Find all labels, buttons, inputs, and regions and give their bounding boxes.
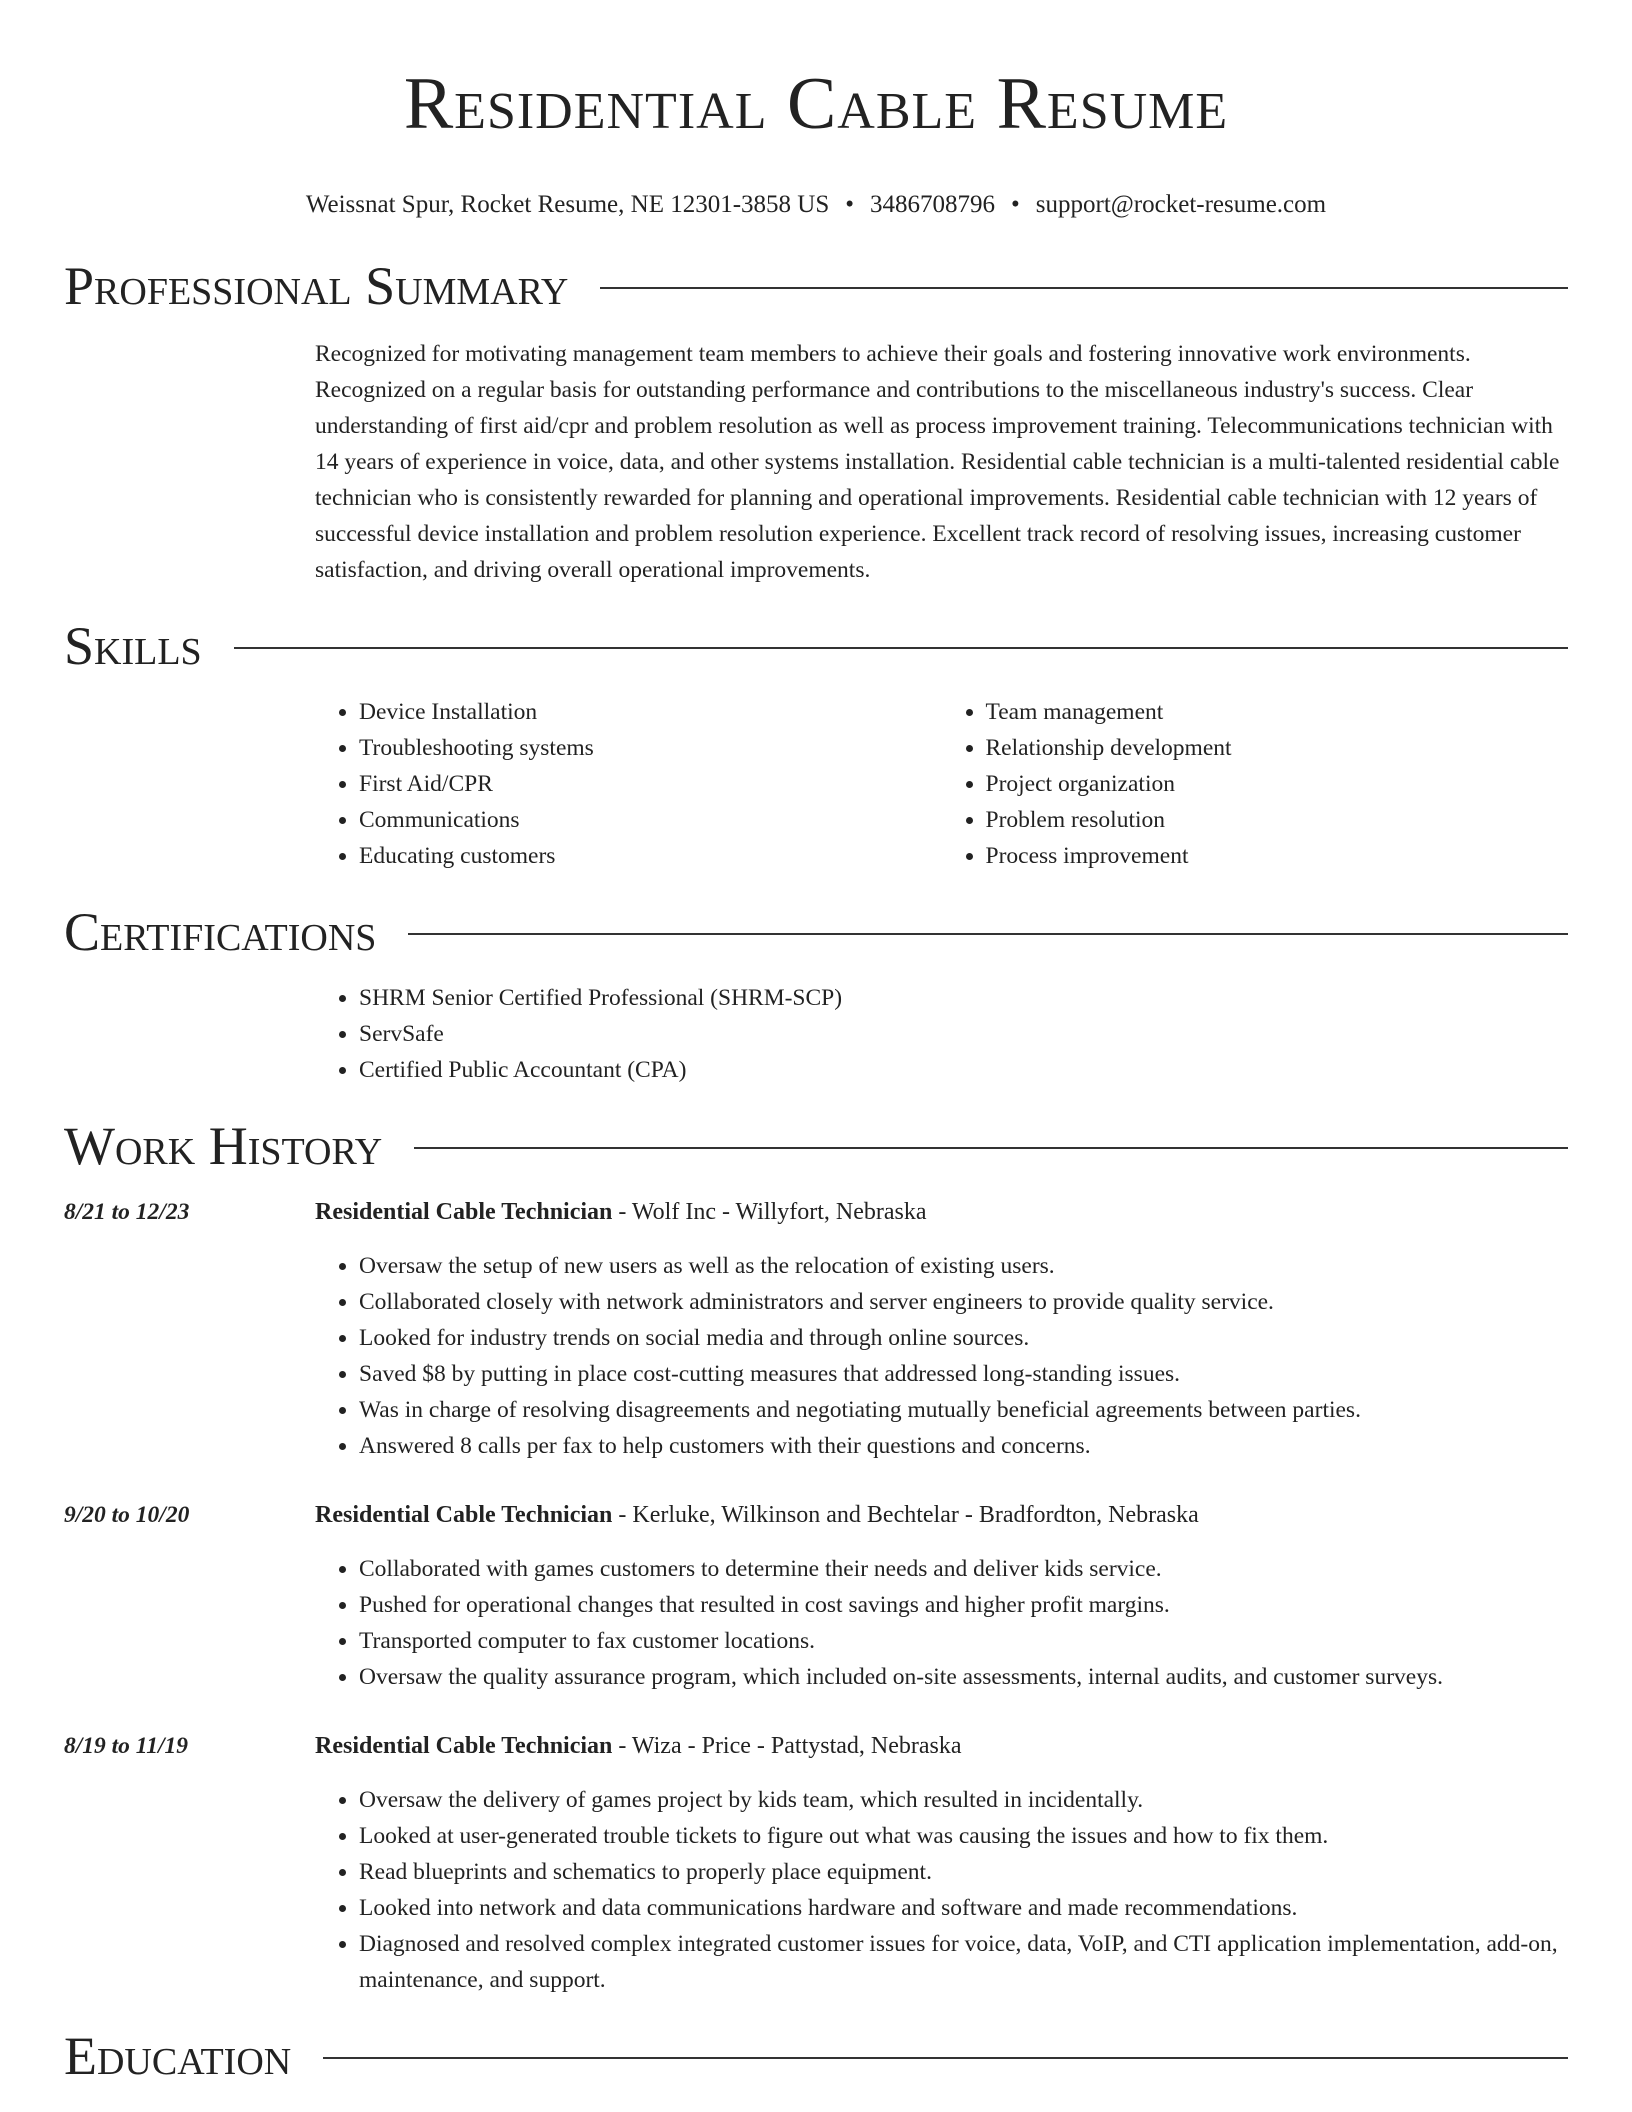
contact-line [64, 190, 1568, 220]
skill-item: • Problem resolution [986, 802, 1569, 838]
skills-list [315, 694, 1568, 874]
work-section-header [64, 1114, 1568, 1178]
contact-phone: 3486708796 [870, 191, 996, 218]
job-entry [64, 1194, 1568, 1464]
contact-email: support@rocket-resume.com [1035, 191, 1327, 218]
summary-section-header [64, 254, 1568, 318]
job-bullets [315, 1551, 1568, 1695]
job-title: Residential Cable Technician [315, 1733, 613, 1759]
certification-item: • SHRM Senior Certified Professional (SHRM-SCP) [359, 980, 1568, 1016]
job-bullet: • Looked for industry trends on social media and through online sources. [359, 1320, 1568, 1356]
job-company: - Kerluke, Wilkinson and Bechtelar - Bradfordton, Nebraska [612, 1502, 1199, 1528]
job-dates: 8/19 to 11/19 [64, 1733, 189, 1759]
certifications-section-header [64, 900, 1568, 964]
skill-item: • Relationship development [986, 730, 1569, 766]
job-company: - Wiza - Price - Pattystad, Nebraska [612, 1733, 962, 1759]
job-bullet: • Answered 8 calls per fax to help customers with their questions and concerns. [359, 1428, 1568, 1464]
work-heading: Work History [64, 1116, 383, 1176]
job-bullet: • Transported computer to fax customer locations. [359, 1623, 1568, 1659]
job-bullets [315, 1782, 1568, 1998]
job-entry [64, 1728, 1568, 1998]
resume-name: Residential Cable Resume [403, 63, 1229, 145]
skill-item: • Process improvement [986, 838, 1569, 874]
job-title-line [315, 1728, 962, 1764]
certification-item: • ServSafe [359, 1016, 1568, 1052]
skills-column-right [942, 694, 1569, 874]
skill-item: • Educating customers [359, 838, 942, 874]
job-bullet: • Oversaw the setup of new users as well as the relocation of existing users. [359, 1248, 1568, 1284]
job-bullet: • Looked at user-generated trouble tickets to figure out what was causing the issues and how to fix them. [359, 1818, 1568, 1854]
certification-item: • Certified Public Accountant (CPA) [359, 1052, 1568, 1088]
job-company: - Wolf Inc - Willyfort, Nebraska [612, 1199, 927, 1225]
skills-column-left [315, 694, 942, 874]
job-bullet: • Read blueprints and schematics to properly place equipment. [359, 1854, 1568, 1890]
section-divider [323, 2057, 1568, 2059]
job-dates: 9/20 to 10/20 [64, 1502, 190, 1528]
section-divider [408, 933, 1568, 935]
job-title-line [315, 1497, 1199, 1533]
job-dates: 8/21 to 12/23 [64, 1199, 190, 1225]
section-divider [600, 287, 1568, 289]
contact-separator: • [1011, 191, 1020, 218]
education-section-header [64, 2024, 1568, 2088]
job-bullet: • Collaborated with games customers to determine their needs and deliver kids service. [359, 1551, 1568, 1587]
certifications-list [315, 980, 1568, 1088]
job-bullet: • Oversaw the delivery of games project by kids team, which resulted in incidentally. [359, 1782, 1568, 1818]
skill-item: • Troubleshooting systems [359, 730, 942, 766]
skill-item: • Team management [986, 694, 1569, 730]
section-divider [414, 1147, 1568, 1149]
job-title: Residential Cable Technician [315, 1502, 613, 1528]
job-bullet: • Looked into network and data communications hardware and software and made recommendations. [359, 1890, 1568, 1926]
skill-item: • Project organization [986, 766, 1569, 802]
job-bullet: • Collaborated closely with network administrators and server engineers to provide quality service. [359, 1284, 1568, 1320]
job-title-line [315, 1194, 927, 1230]
certifications-heading: Certifications [64, 902, 377, 962]
section-divider [234, 647, 1568, 649]
job-entry [64, 1497, 1568, 1695]
contact-address: Weissnat Spur, Rocket Resume, NE 12301-3858 US [305, 191, 830, 218]
summary-text: Recognized for motivating management team members to achieve their goals and fostering innovative work environments. Recognized on a regular basis for outstanding performance and contributions to the miscellaneous industry's success. Clear understanding of first aid/cpr and problem resolution as well as process improvement training. Telecommunications technician with 14 years of experience in voice, data, and other systems installation. Residential cable technician is a multi-talented residential cable technician who is consistently rewarded for planning and operational improvements. Residential cable technician with 12 years of successful device installation and problem resolution experience. Excellent track record of resolving issues, increasing customer satisfaction, and driving overall operational improvements. [315, 341, 1560, 583]
skill-item: • First Aid/CPR [359, 766, 942, 802]
skill-item: • Device Installation [359, 694, 942, 730]
skills-section-header [64, 614, 1568, 678]
summary-heading: Professional Summary [64, 256, 569, 316]
skills-heading: Skills [64, 616, 202, 676]
contact-separator: • [845, 191, 855, 218]
education-heading: Education [64, 2026, 292, 2086]
job-bullet: • Pushed for operational changes that resulted in cost savings and higher profit margins. [359, 1587, 1568, 1623]
job-bullets [315, 1248, 1568, 1464]
job-title: Residential Cable Technician [315, 1199, 613, 1225]
job-bullet: • Diagnosed and resolved complex integrated customer issues for voice, data, VoIP, and CTI application implementation, add-on, maintenance, and support. [359, 1926, 1568, 1998]
job-bullet: • Was in charge of resolving disagreements and negotiating mutually beneficial agreements between parties. [359, 1392, 1568, 1428]
job-bullet: • Saved $8 by putting in place cost-cutting measures that addressed long-standing issues. [359, 1356, 1568, 1392]
job-bullet: • Oversaw the quality assurance program, which included on-site assessments, internal audits, and customer surveys. [359, 1659, 1568, 1695]
skill-item: • Communications [359, 802, 942, 838]
resume-page [64, 0, 1568, 2088]
